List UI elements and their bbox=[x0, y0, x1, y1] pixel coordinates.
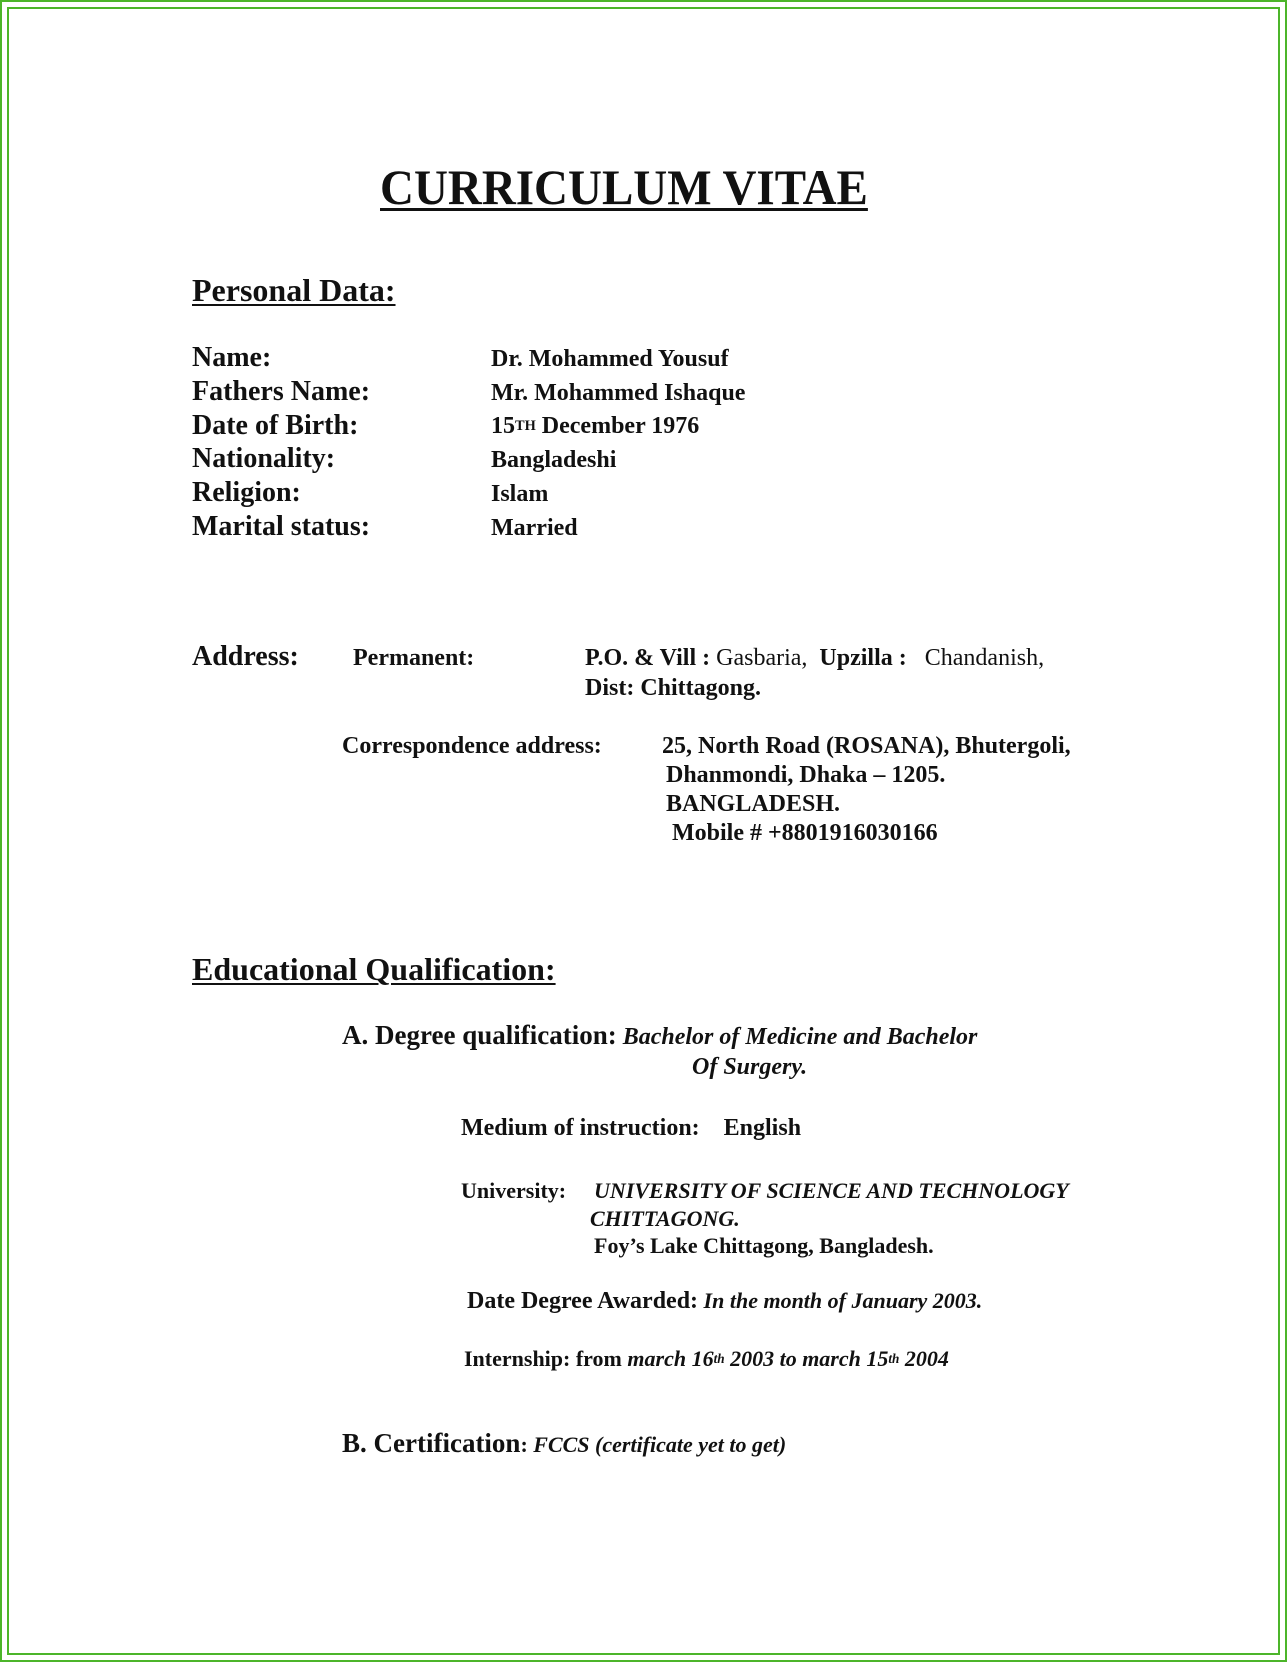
degree-qualification-line2: Of Surgery. bbox=[692, 1054, 808, 1080]
name-label: Name: bbox=[192, 342, 272, 373]
university-label: University: bbox=[461, 1178, 567, 1203]
date-degree-awarded: Date Degree Awarded: In the month of January 2003. bbox=[467, 1288, 983, 1314]
date-of-birth-value: 15TH December 1976 bbox=[491, 413, 700, 439]
medium-of-instruction: Medium of instruction: English bbox=[461, 1115, 802, 1141]
permanent-address-line2: Dist: Chittagong. bbox=[585, 675, 762, 701]
university-location: Foy’s Lake Chittagong, Bangladesh. bbox=[594, 1233, 934, 1258]
fathers-name-label: Fathers Name: bbox=[192, 376, 371, 407]
correspondence-label: Correspondence address: bbox=[342, 733, 602, 759]
document-title: CURRICULUM VITAE bbox=[380, 159, 868, 215]
degree-qualification: A. Degree qualification: Bachelor of Medicine and Bachelor bbox=[342, 1020, 978, 1050]
marital-status-value: Married bbox=[491, 515, 578, 541]
internship: Internship: from march 16th 2003 to march 15th 2004 bbox=[464, 1346, 949, 1371]
correspondence-line1: 25, North Road (ROSANA), Bhutergoli, bbox=[662, 733, 1071, 759]
name-value: Dr. Mohammed Yousuf bbox=[491, 346, 729, 372]
correspondence-line2: Dhanmondi, Dhaka – 1205. bbox=[666, 762, 946, 788]
university-name-line1: UNIVERSITY OF SCIENCE AND TECHNOLOGY bbox=[594, 1178, 1069, 1203]
address-label: Address: bbox=[192, 641, 299, 672]
religion-value: Islam bbox=[491, 481, 549, 507]
university-name-line2: CHITTAGONG. bbox=[590, 1206, 740, 1231]
fathers-name-value: Mr. Mohammed Ishaque bbox=[491, 380, 746, 406]
nationality-label: Nationality: bbox=[192, 443, 336, 474]
mobile-number: Mobile # +8801916030166 bbox=[672, 820, 938, 846]
date-of-birth-label: Date of Birth: bbox=[192, 410, 359, 441]
permanent-label: Permanent: bbox=[353, 645, 475, 671]
nationality-value: Bangladeshi bbox=[491, 447, 617, 473]
permanent-address-line1: P.O. & Vill : Gasbaria, Upzilla : Chandanish, bbox=[585, 645, 1045, 671]
education-heading: Educational Qualification: bbox=[192, 951, 556, 987]
personal-data-heading: Personal Data: bbox=[192, 272, 396, 308]
religion-label: Religion: bbox=[192, 477, 301, 508]
correspondence-line3: BANGLADESH. bbox=[666, 791, 841, 817]
marital-status-label: Marital status: bbox=[192, 511, 371, 542]
certification: B. Certification: FCCS (certificate yet to get) bbox=[342, 1428, 787, 1458]
page-border-inner bbox=[7, 7, 1280, 1655]
